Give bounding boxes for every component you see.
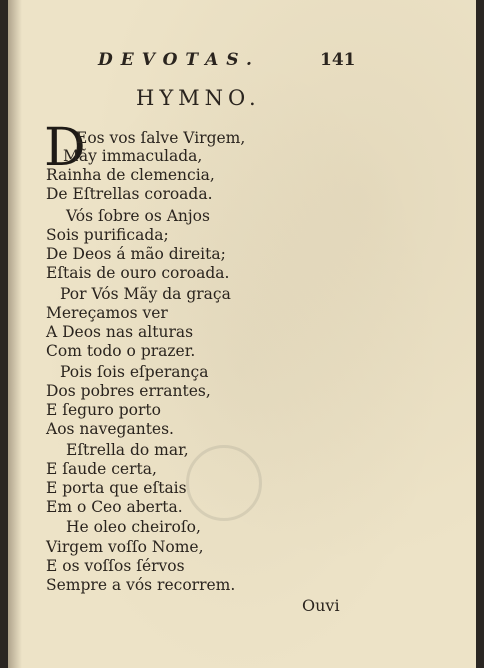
page-header	[8, 50, 476, 74]
drop-cap: D	[44, 118, 86, 178]
hymn-line: E os voſſos ſérvos	[46, 557, 185, 575]
hymn-line: Com todo o prazer.	[46, 342, 196, 360]
hymn-line: Eos vos ſalve Virgem,	[76, 129, 246, 147]
hymn-line: De Eſtrellas coroada.	[46, 185, 213, 203]
hymn-line: Mereçamos ver	[46, 304, 168, 322]
hymn-line: Eſtais de ouro coroada.	[46, 264, 230, 282]
hymn-title: HYMNO.	[136, 86, 261, 110]
hymn-line: Mãy immaculada,	[63, 147, 203, 165]
hymn-line: Rainha de clemencia,	[46, 166, 215, 184]
book-page	[8, 0, 476, 668]
hymn-line: E porta que eſtais	[46, 479, 187, 497]
hymn-line: Sois purificada;	[46, 226, 169, 244]
hymn-line: Dos pobres errantes,	[46, 382, 211, 400]
hymn-line: He oleo cheiroſo,	[66, 518, 201, 536]
page-gutter-shadow	[8, 0, 22, 668]
hymn-line: E ſeguro porto	[46, 401, 161, 419]
hymn-line: Vós ſobre os Anjos	[66, 207, 210, 225]
page-number: 141	[320, 50, 356, 70]
hymn-line: Eſtrella do mar,	[66, 441, 189, 459]
hymn-line: Virgem voſſo Nome,	[46, 538, 204, 556]
hymn-line: A Deos nas alturas	[46, 323, 194, 341]
hymn-line: Pois ſois eſperança	[60, 363, 209, 381]
hymn-line: Aos navegantes.	[46, 420, 174, 438]
hymn-line: Sempre a vós recorrem.	[46, 576, 236, 594]
hymn-text	[36, 118, 336, 604]
hymn-line: Em o Ceo aberta.	[46, 498, 183, 516]
hymn-line: Por Vós Mãy da graça	[60, 285, 231, 303]
running-head: DEVOTAS.	[98, 50, 260, 70]
hymn-line: De Deos á mão direita;	[46, 245, 226, 263]
hymn-line: E ſaude certa,	[46, 460, 157, 478]
catchword: Ouvi	[302, 596, 340, 615]
